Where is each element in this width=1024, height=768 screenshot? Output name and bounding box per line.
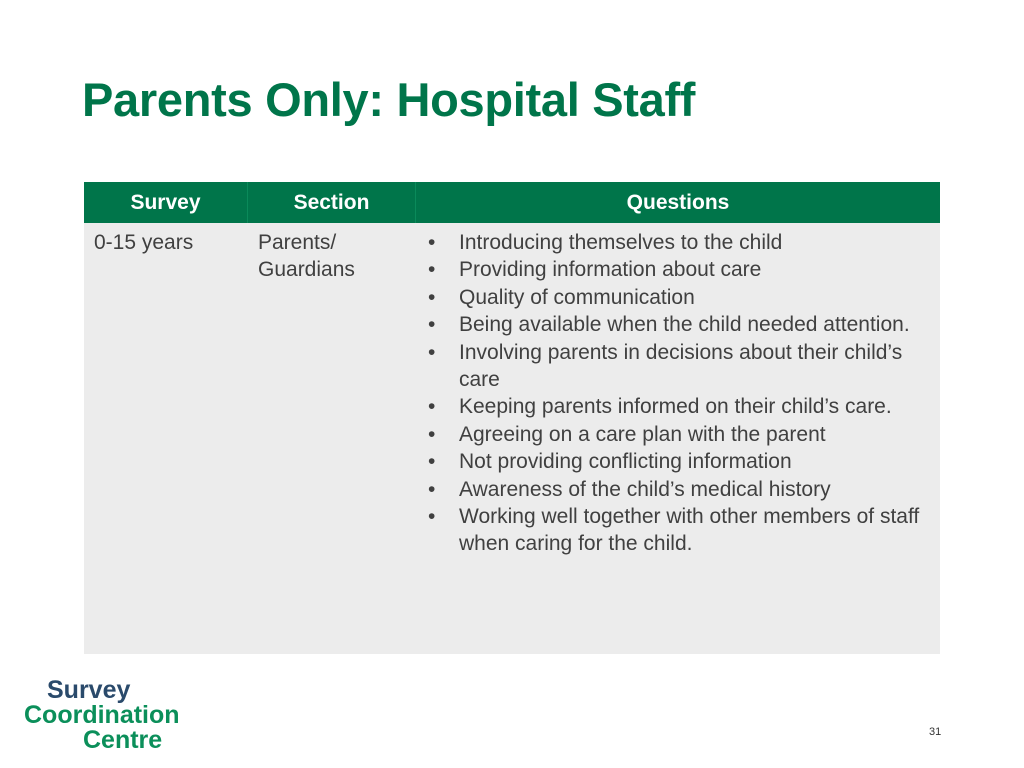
header-survey: Survey — [84, 182, 248, 223]
cell-questions — [416, 223, 940, 558]
question-item: • Being available when the child needed attention. — [424, 311, 940, 338]
section-line-1: Parents/ — [258, 231, 337, 254]
table-header-row — [84, 182, 940, 223]
logo-line-coordination: Coordination — [24, 701, 180, 729]
question-item: • Not providing conflicting information — [424, 448, 940, 475]
question-item: • Involving parents in decisions about their child’s care — [424, 339, 940, 394]
question-item: • Agreeing on a care plan with the parent — [424, 421, 940, 448]
header-section: Section — [248, 182, 416, 223]
question-item: • Working well together with other members of staff when caring for the child. — [424, 503, 940, 558]
table-row — [84, 223, 940, 558]
question-item: • Introducing themselves to the child — [424, 229, 940, 256]
question-item: • Keeping parents informed on their child’s care. — [424, 393, 940, 420]
cell-survey: 0-15 years — [94, 231, 194, 254]
header-questions: Questions — [626, 190, 730, 214]
section-line-2: Guardians — [258, 258, 355, 282]
page-number: 31 — [929, 726, 942, 738]
logo-line-centre: Centre — [83, 726, 163, 754]
question-item: • Providing information about care — [424, 256, 940, 283]
survey-coordination-centre-logo — [24, 678, 180, 753]
page-title: Parents Only: Hospital Staff — [82, 73, 696, 126]
question-item: • Quality of communication — [424, 284, 940, 311]
question-item: • Awareness of the child’s medical history — [424, 476, 940, 503]
questions-table — [84, 182, 940, 654]
logo-line-survey: Survey — [47, 676, 131, 704]
cell-section — [248, 223, 416, 558]
questions-list — [424, 229, 940, 558]
